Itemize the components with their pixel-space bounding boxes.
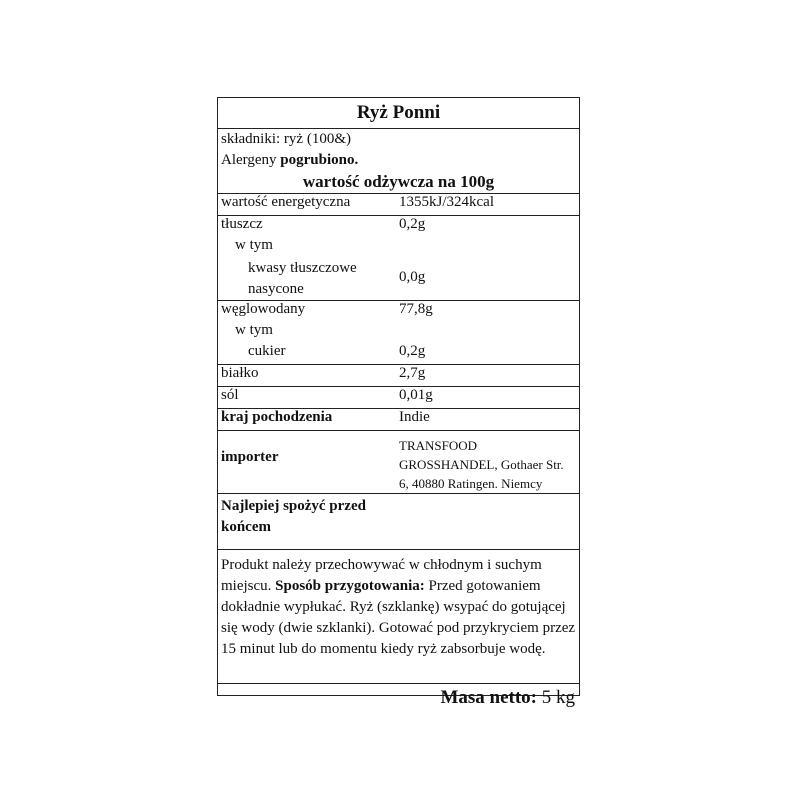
origin-row bbox=[218, 409, 579, 431]
importer-label: importer bbox=[221, 449, 279, 465]
nutrition-row-carbs-of-which bbox=[218, 322, 579, 343]
importer-value bbox=[399, 436, 579, 493]
best-before-label bbox=[221, 496, 391, 538]
carbs-label: węglowodany bbox=[221, 301, 306, 317]
carbs-value: 77,8g bbox=[399, 301, 433, 317]
nutrition-row-fat-of-which bbox=[218, 237, 579, 258]
sat-fat-label-line2: nasycone bbox=[248, 281, 304, 297]
best-before-line2: końcem bbox=[221, 519, 271, 535]
importer-line3: 6, 40880 Ratingen. Niemcy bbox=[399, 476, 543, 491]
allergens-bold: pogrubiono. bbox=[280, 152, 359, 168]
carbs-of-which-label: w tym bbox=[235, 322, 273, 338]
net-weight-value: 5 kg bbox=[537, 687, 575, 708]
energy-value: 1355kJ/324kcal bbox=[399, 194, 494, 210]
nutrition-row-salt bbox=[218, 387, 579, 409]
protein-label: białko bbox=[221, 365, 259, 381]
best-before-row bbox=[218, 494, 579, 550]
product-label bbox=[217, 97, 580, 708]
importer-line2: GROSSHANDEL, Gothaer Str. bbox=[399, 457, 564, 472]
nutrition-title: wartość odżywcza na 100g bbox=[218, 171, 579, 194]
origin-value: Indie bbox=[399, 409, 430, 425]
sat-fat-label bbox=[248, 258, 357, 300]
fat-of-which-label: w tym bbox=[235, 237, 273, 253]
origin-label: kraj pochodzenia bbox=[221, 409, 333, 425]
allergens-prefix: Alergeny bbox=[221, 152, 281, 168]
nutrition-row-protein bbox=[218, 365, 579, 387]
nutrition-row-saturated-fat bbox=[218, 258, 579, 301]
protein-value: 2,7g bbox=[399, 365, 426, 381]
nutrition-row-carbs bbox=[218, 301, 579, 322]
preparation-text: Przed gotowaniem dokładnie wypłukać. Ryż (szklankę) wsypać do gotującej się wody (dwie szklanki). Gotować pod przykryciem przez 15 minut lub do momentu kiedy ryż zabsorbuje wodę. bbox=[221, 578, 576, 657]
fat-label: tłuszcz bbox=[221, 216, 263, 232]
nutrition-row-energy bbox=[218, 194, 579, 216]
salt-value: 0,01g bbox=[399, 387, 433, 403]
allergens-line bbox=[218, 150, 579, 171]
fat-value: 0,2g bbox=[399, 216, 426, 232]
ingredients-line: składniki: ryż (100&) bbox=[221, 131, 351, 147]
importer-line1: TRANSFOOD bbox=[399, 438, 478, 453]
salt-label: sól bbox=[221, 387, 239, 403]
energy-label: wartość energetyczna bbox=[221, 194, 351, 210]
sat-fat-label-line1: kwasy tłuszczowe bbox=[248, 260, 357, 276]
sugar-label: cukier bbox=[248, 343, 286, 359]
storage-text: Produkt należy przechowywać w chłodnym i suchym miejscu. bbox=[221, 557, 542, 594]
best-before-line1: Najlepiej spożyć przed bbox=[221, 498, 366, 514]
product-title: Ryż Ponni bbox=[218, 98, 579, 129]
preparation-heading: Sposób przygotowania: bbox=[275, 578, 425, 594]
storage-instructions bbox=[218, 550, 579, 684]
nutrition-row-sugar bbox=[218, 343, 579, 365]
nutrition-row-fat bbox=[218, 216, 579, 237]
net-weight-label: Masa netto: bbox=[440, 687, 537, 708]
sat-fat-value: 0,0g bbox=[399, 269, 426, 285]
net-weight bbox=[218, 684, 579, 711]
importer-row bbox=[218, 431, 579, 494]
sugar-value: 0,2g bbox=[399, 343, 426, 359]
